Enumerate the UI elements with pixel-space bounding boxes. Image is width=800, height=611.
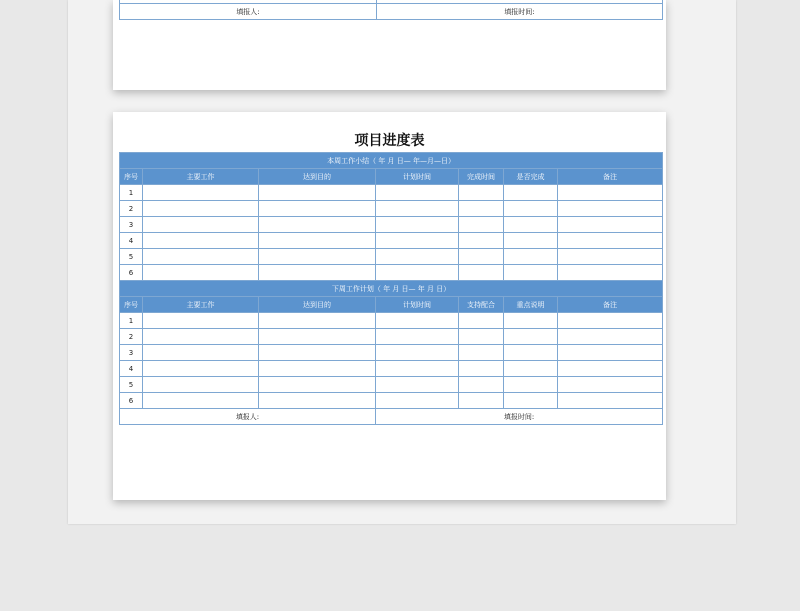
- empty-cell[interactable]: [143, 249, 259, 265]
- empty-cell[interactable]: [504, 265, 558, 281]
- column-header: 计划时间: [376, 297, 459, 313]
- empty-cell[interactable]: [143, 377, 259, 393]
- empty-cell[interactable]: [259, 393, 376, 409]
- column-header: 计划时间: [376, 169, 459, 185]
- empty-cell[interactable]: [143, 217, 259, 233]
- empty-cell[interactable]: [376, 233, 459, 249]
- row-number: 6: [120, 265, 143, 281]
- empty-cell[interactable]: [376, 313, 459, 329]
- empty-cell[interactable]: [259, 361, 376, 377]
- row-number: 2: [120, 201, 143, 217]
- empty-cell[interactable]: [143, 313, 259, 329]
- table-row: [120, 393, 663, 409]
- empty-cell[interactable]: [558, 377, 663, 393]
- column-header: 备注: [558, 169, 663, 185]
- table-row: [120, 265, 663, 281]
- table-row: [120, 233, 663, 249]
- filler-label: 填报人:: [120, 4, 377, 20]
- row-number: 5: [120, 377, 143, 393]
- column-header: 完成时间: [459, 169, 504, 185]
- empty-cell[interactable]: [259, 329, 376, 345]
- empty-cell[interactable]: [376, 361, 459, 377]
- empty-cell[interactable]: [459, 249, 504, 265]
- column-header: 序号: [120, 297, 143, 313]
- empty-cell[interactable]: [459, 361, 504, 377]
- table-header-row: [120, 297, 663, 313]
- table-row: [120, 217, 663, 233]
- empty-cell[interactable]: [143, 201, 259, 217]
- empty-cell[interactable]: [376, 377, 459, 393]
- previous-sheet-table: [119, 0, 663, 20]
- row-number: 5: [120, 249, 143, 265]
- row-number: 6: [120, 393, 143, 409]
- empty-cell[interactable]: [143, 361, 259, 377]
- empty-cell[interactable]: [376, 201, 459, 217]
- empty-cell[interactable]: [143, 345, 259, 361]
- empty-cell[interactable]: [459, 345, 504, 361]
- empty-cell[interactable]: [558, 393, 663, 409]
- empty-cell[interactable]: [259, 377, 376, 393]
- column-header: 主要工作: [143, 169, 259, 185]
- empty-cell[interactable]: [259, 233, 376, 249]
- previous-footer-row: [120, 4, 663, 20]
- empty-cell[interactable]: [376, 393, 459, 409]
- empty-cell[interactable]: [376, 249, 459, 265]
- empty-cell[interactable]: [376, 345, 459, 361]
- empty-cell[interactable]: [143, 265, 259, 281]
- empty-cell[interactable]: [504, 329, 558, 345]
- empty-cell[interactable]: [558, 201, 663, 217]
- empty-cell[interactable]: [376, 265, 459, 281]
- empty-cell[interactable]: [504, 377, 558, 393]
- date-label: 填报时间:: [376, 409, 663, 425]
- empty-cell[interactable]: [459, 329, 504, 345]
- progress-table: [119, 152, 663, 425]
- empty-cell[interactable]: [558, 345, 663, 361]
- empty-cell[interactable]: [558, 361, 663, 377]
- empty-cell[interactable]: [504, 201, 558, 217]
- empty-cell[interactable]: [558, 249, 663, 265]
- row-number: 3: [120, 345, 143, 361]
- column-header: 重点说明: [504, 297, 558, 313]
- empty-cell[interactable]: [259, 217, 376, 233]
- empty-cell[interactable]: [143, 185, 259, 201]
- table-row: [120, 361, 663, 377]
- empty-cell[interactable]: [558, 313, 663, 329]
- column-header: 主要工作: [143, 297, 259, 313]
- this-week-section-band: [120, 153, 663, 169]
- table-row: [120, 249, 663, 265]
- column-header: 达到目的: [259, 169, 376, 185]
- filler-label: 填报人:: [120, 409, 376, 425]
- column-header: 支持配合: [459, 297, 504, 313]
- empty-cell[interactable]: [259, 313, 376, 329]
- empty-cell[interactable]: [504, 233, 558, 249]
- empty-cell[interactable]: [459, 265, 504, 281]
- empty-cell[interactable]: [558, 329, 663, 345]
- empty-cell[interactable]: [504, 185, 558, 201]
- empty-cell[interactable]: [376, 329, 459, 345]
- page-title: 项目进度表: [354, 133, 425, 149]
- empty-cell[interactable]: [259, 249, 376, 265]
- empty-cell[interactable]: [459, 393, 504, 409]
- empty-cell[interactable]: [259, 345, 376, 361]
- empty-cell[interactable]: [259, 201, 376, 217]
- empty-cell[interactable]: [504, 249, 558, 265]
- row-number: 1: [120, 313, 143, 329]
- next-week-section-band: [120, 281, 663, 297]
- empty-cell[interactable]: [459, 185, 504, 201]
- empty-cell[interactable]: [504, 393, 558, 409]
- table-header-row: [120, 169, 663, 185]
- empty-cell[interactable]: [504, 361, 558, 377]
- section-title: 本周工作小结（ 年 月 日— 年—月—日）: [120, 153, 663, 169]
- empty-cell[interactable]: [143, 393, 259, 409]
- row-number: 3: [120, 217, 143, 233]
- date-label: 填报时间:: [377, 4, 663, 20]
- empty-cell[interactable]: [259, 265, 376, 281]
- empty-cell[interactable]: [504, 345, 558, 361]
- table-row: [120, 185, 663, 201]
- column-header: 是否完成: [504, 169, 558, 185]
- empty-cell[interactable]: [558, 185, 663, 201]
- empty-cell[interactable]: [558, 233, 663, 249]
- empty-cell[interactable]: [143, 233, 259, 249]
- empty-cell[interactable]: [558, 265, 663, 281]
- empty-cell[interactable]: [259, 185, 376, 201]
- footer-row: [120, 409, 663, 425]
- empty-cell[interactable]: [459, 377, 504, 393]
- table-row: [120, 201, 663, 217]
- empty-cell[interactable]: [558, 217, 663, 233]
- empty-cell[interactable]: [504, 313, 558, 329]
- table-row: [120, 377, 663, 393]
- empty-cell[interactable]: [459, 233, 504, 249]
- empty-cell[interactable]: [376, 185, 459, 201]
- row-number: 1: [120, 185, 143, 201]
- empty-cell[interactable]: [459, 201, 504, 217]
- empty-cell[interactable]: [459, 217, 504, 233]
- column-header: 序号: [120, 169, 143, 185]
- previous-sheet: [113, 0, 666, 90]
- project-progress-sheet: [113, 112, 666, 500]
- column-header: 达到目的: [259, 297, 376, 313]
- table-row: [120, 329, 663, 345]
- empty-cell[interactable]: [376, 217, 459, 233]
- table-row: [120, 313, 663, 329]
- empty-cell[interactable]: [143, 329, 259, 345]
- empty-cell[interactable]: [504, 217, 558, 233]
- row-number: 4: [120, 233, 143, 249]
- table-row: [120, 345, 663, 361]
- section-title: 下周工作计划（ 年 月 日— 年 月 日）: [120, 281, 663, 297]
- row-number: 4: [120, 361, 143, 377]
- empty-cell[interactable]: [459, 313, 504, 329]
- row-number: 2: [120, 329, 143, 345]
- column-header: 备注: [558, 297, 663, 313]
